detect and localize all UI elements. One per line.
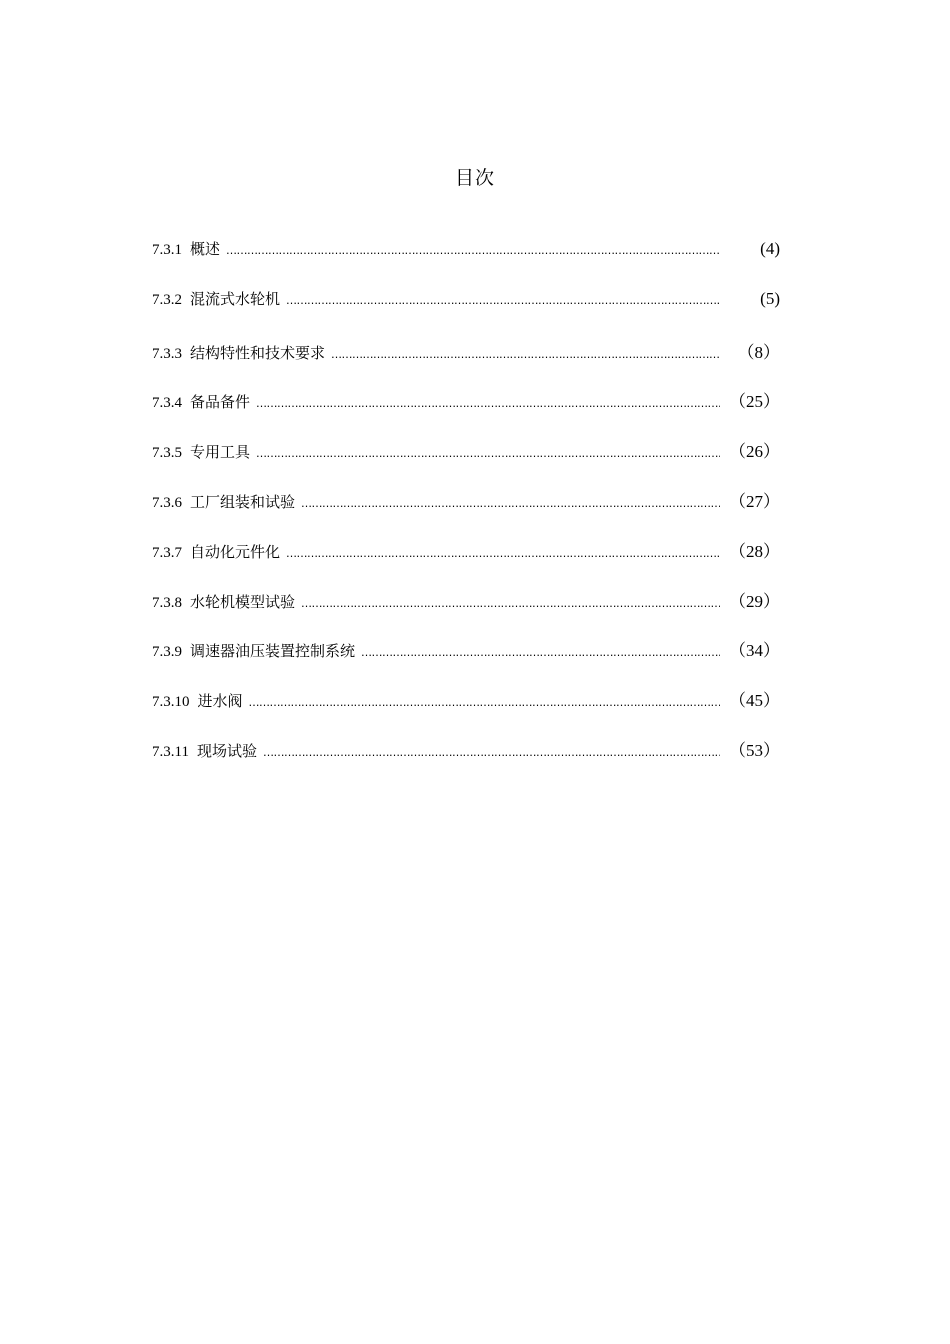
toc-entry (152, 487, 780, 537)
toc-entry (152, 387, 780, 437)
toc-dot-leader (286, 547, 720, 560)
toc-entry-page: （26） (729, 442, 780, 462)
toc-entry-page: (4) (760, 239, 780, 258)
toc-entry (152, 736, 780, 786)
page-title: 目次 (454, 167, 495, 189)
toc-dot-leader (286, 294, 720, 307)
toc-dot-leader (331, 348, 720, 361)
toc-entry-number: 7.3.10 (152, 694, 190, 711)
toc-entry-number: 7.3.2 (152, 291, 182, 308)
toc-entry-page: （8） (737, 342, 780, 362)
toc-entry-page: （53） (729, 740, 780, 760)
toc-entry-page: （28） (729, 541, 780, 561)
toc-entry-page: （27） (729, 491, 780, 511)
toc-entry-title: 调速器油压装置控制系统 (190, 642, 356, 661)
toc-dot-leader (249, 696, 720, 709)
toc-entry (152, 537, 780, 587)
toc-entry-title: 混流式水轮机 (190, 289, 281, 308)
toc-dot-leader (226, 244, 720, 257)
toc-dot-leader (256, 447, 720, 460)
toc-entry (152, 686, 780, 736)
toc-entry-page: （25） (729, 392, 780, 412)
toc-entry-title: 概述 (190, 240, 221, 258)
toc-dot-leader (256, 397, 720, 410)
toc-dot-leader (263, 746, 720, 759)
toc-entry (152, 288, 780, 338)
toc-entry-number: 7.3.4 (152, 395, 182, 412)
toc-entry-page: (5) (760, 288, 780, 308)
toc-entry-page: （29） (729, 591, 780, 611)
toc-entry-page: （45） (729, 691, 780, 711)
toc-entry-title: 现场试验 (196, 741, 257, 760)
toc-entry-title: 备品备件 (190, 393, 251, 412)
toc-dot-leader (361, 646, 720, 659)
table-of-contents (152, 238, 780, 786)
toc-dot-leader (301, 597, 720, 610)
toc-entry-number: 7.3.1 (152, 242, 182, 258)
toc-entry-number: 7.3.11 (152, 743, 189, 760)
toc-entry-title: 工厂组装和试验 (190, 492, 296, 511)
toc-entry (152, 437, 780, 487)
toc-entry-page: （34） (729, 641, 780, 661)
toc-entry-number: 7.3.9 (152, 644, 182, 661)
toc-entry-number: 7.3.3 (152, 345, 182, 362)
toc-dot-leader (301, 497, 720, 510)
toc-entry (152, 587, 780, 637)
toc-entry-title: 进水阀 (197, 692, 243, 711)
toc-entry (152, 636, 780, 686)
toc-entry-title: 水轮机模型试验 (190, 592, 296, 611)
toc-entry (152, 238, 780, 288)
toc-entry-title: 结构特性和技术要求 (190, 343, 326, 362)
toc-entry-number: 7.3.7 (152, 544, 182, 561)
toc-entry-title: 自动化元件化 (190, 542, 281, 561)
toc-entry (152, 338, 780, 388)
toc-entry-number: 7.3.6 (152, 494, 182, 511)
toc-entry-number: 7.3.8 (152, 594, 182, 611)
toc-entry-title: 专用工具 (190, 443, 251, 462)
toc-entry-number: 7.3.5 (152, 445, 182, 462)
